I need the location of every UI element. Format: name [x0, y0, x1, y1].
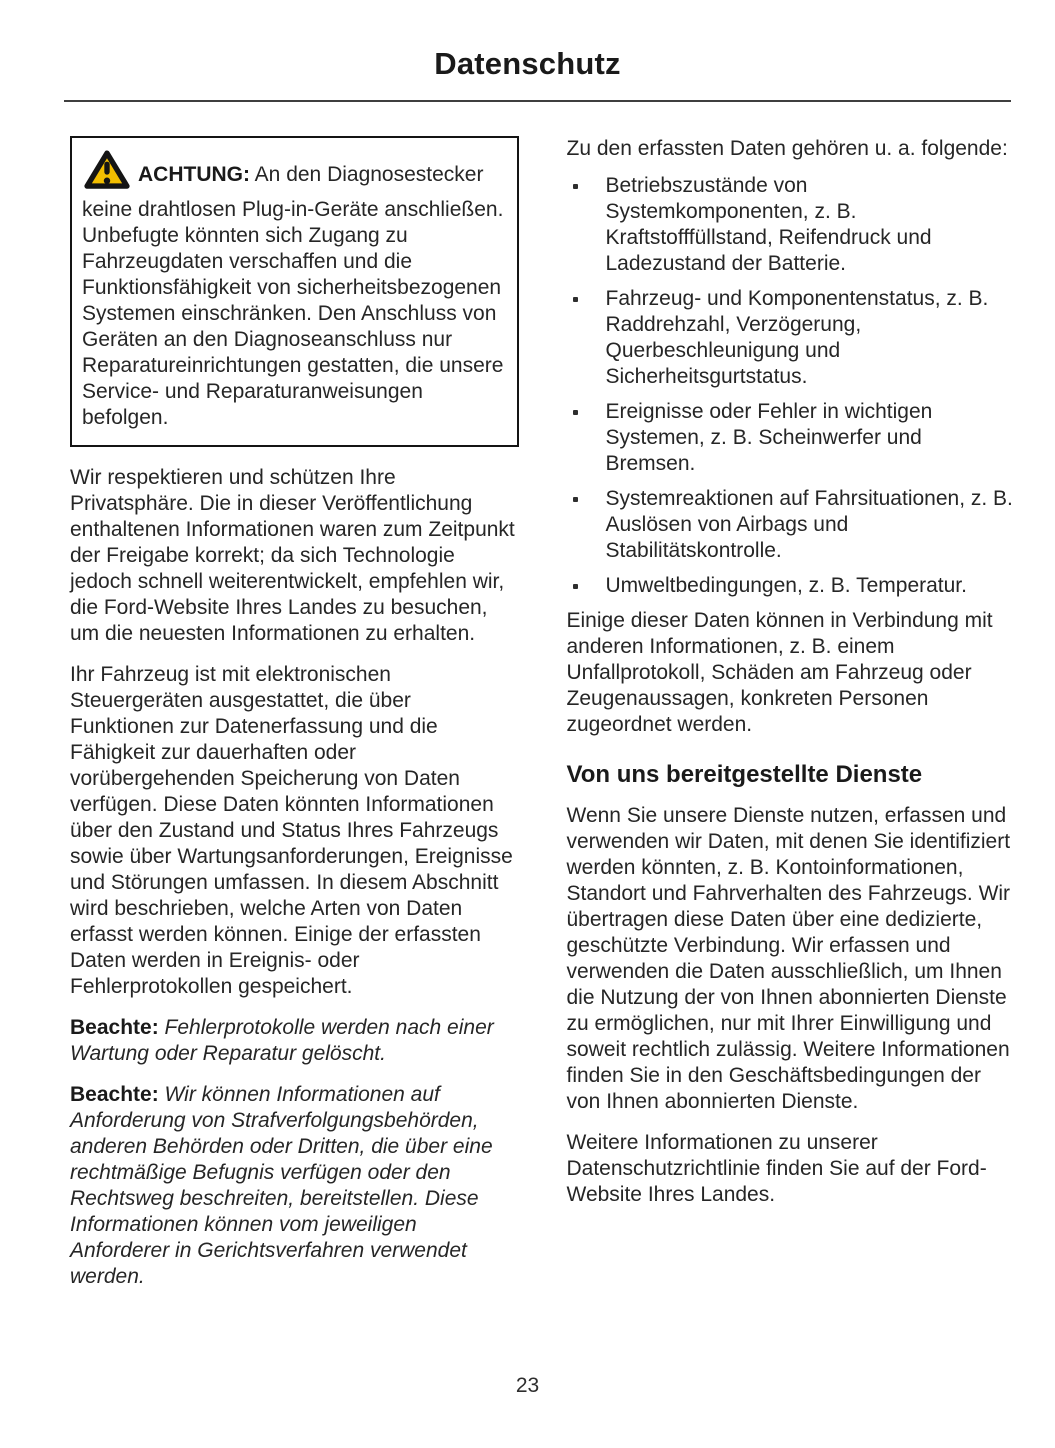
bullet-list — [567, 173, 1016, 599]
list-item-text: Umweltbedingungen, z. B. Temperatur. — [605, 574, 967, 597]
bullet-dot-icon — [573, 410, 578, 415]
list-item — [567, 573, 1016, 599]
bullet-dot-icon — [573, 184, 578, 189]
intro-paragraph: Zu den erfassten Daten gehören u. a. folgende: — [566, 137, 1008, 160]
section-heading: Von uns bereitgestellte Dienste — [566, 761, 923, 788]
page-content — [0, 102, 1055, 1305]
paragraph: Wenn Sie unsere Dienste nutzen, erfassen und verwenden wir Daten, mit denen Sie identifiziert werden könnten, z. B. Kontoinformationen, Standort und Fahrverhalten des Fahrzeugs. Wir übertragen diese Daten über eine dedizierte, geschützte Verbindung. Wir erfassen und verwenden die Daten ausschließlich, um Ihnen die Nutzung der von Ihnen abonnierten Dienste zu ermöglichen, nur mit Ihrer Einwilligung und soweit rechtlich zulässig. Weitere Informationen finden Sie in den Geschäftsbedingungen der von Ihnen abonnierten Dienste. — [566, 804, 1011, 1113]
page-title: Datenschutz — [434, 46, 621, 81]
paragraph: Einige dieser Daten können in Verbindung mit anderen Informationen, z. B. einem Unfallprotokoll, Schäden am Fahrzeug oder Zeugenaussagen, konkreten Personen zugeordnet werden. — [566, 609, 993, 736]
warning-box — [70, 136, 519, 447]
list-item-text: Systemreaktionen auf Fahrsituationen, z. B. Auslösen von Airbags und Stabilitätskontrolle. — [605, 487, 1013, 562]
paragraph: Wir respektieren und schützen Ihre Privatsphäre. Die in dieser Veröffentlichung enthaltenen Informationen waren zum Zeitpunkt der Freigabe korrekt; da sich Technologie jedoch schnell weiterentwickelt, empfehlen wir, die Ford-Website Ihres Landes zu besuchen, um die neuesten Informationen zu erhalten. — [70, 466, 515, 645]
paragraph: Ihr Fahrzeug ist mit elektronischen Steuergeräten ausgestattet, die über Funktionen zur Datenerfassung und die Fähigkeit zur dauerhaften oder vorübergehenden Speicherung von Daten verfügen. Diese Daten könnten Informationen über den Zustand und Status Ihres Fahrzeugs sowie über Wartungsanforderungen, Ereignisse und Störungen umfassen. In diesem Abschnitt wird beschrieben, welche Arten von Daten erfasst werden können. Einige der erfassten Daten werden in Ereignis- oder Fehlerprotokollen gespeichert. — [70, 663, 513, 998]
list-item-text: Ereignisse oder Fehler in wichtigen Systemen, z. B. Scheinwerfer und Bremsen. — [605, 400, 933, 475]
list-item-text: Fahrzeug- und Komponentenstatus, z. B. Raddrehzahl, Verzögerung, Querbeschleunigung und Sicherheitsgurtstatus. — [605, 287, 989, 388]
page-number: 23 — [515, 1374, 540, 1397]
note — [70, 1015, 519, 1067]
warning-text: An den Diagnosestecker keine drahtlosen Plug-in-Geräte anschließen. Unbefugte könnten sich Zugang zu Fahrzeugdaten verschaffen und die Funktionsfähigkeit von sicherheitsbezogenen Systemen einschränken. Den Anschluss von Geräten an den Diagnoseanschluss nur Reparatureinrichtungen gestatten, die unsere Service- und Reparaturanweisungen befolgen. — [82, 163, 504, 429]
note-text: Fehlerprotokolle werden nach einer Wartung oder Reparatur gelöscht. — [70, 1016, 494, 1065]
bullet-dot-icon — [573, 297, 578, 302]
note-label: Beachte: — [70, 1083, 159, 1106]
note — [70, 1082, 519, 1290]
list-item — [567, 399, 1016, 477]
right-column — [567, 136, 1016, 1305]
warning-label: ACHTUNG: — [138, 163, 250, 186]
paragraph: Weitere Informationen zu unserer Datenschutzrichtlinie finden Sie auf der Ford-Website Ihres Landes. — [566, 1131, 987, 1206]
note-label: Beachte: — [70, 1016, 159, 1039]
list-item-text: Betriebszustände von Systemkomponenten, z. B. Kraftstofffüllstand, Reifendruck und Ladezustand der Batterie. — [605, 174, 932, 275]
list-item — [567, 486, 1016, 564]
note-text: Wir können Informationen auf Anforderung von Strafverfolgungsbehörden, anderen Behörden oder Dritten, die über eine rechtmäßige Befugnis verfügen oder den Rechtsweg beschreiten, bereitstellen. Diese Informationen können vom jeweiligen Anforderer in Gerichtsverfahren verwendet werden. — [70, 1083, 493, 1288]
warning-triangle-icon — [84, 150, 130, 197]
bullet-dot-icon — [573, 584, 578, 589]
bullet-dot-icon — [573, 497, 578, 502]
list-item — [567, 286, 1016, 390]
left-column — [70, 136, 519, 1305]
list-item — [567, 173, 1016, 277]
